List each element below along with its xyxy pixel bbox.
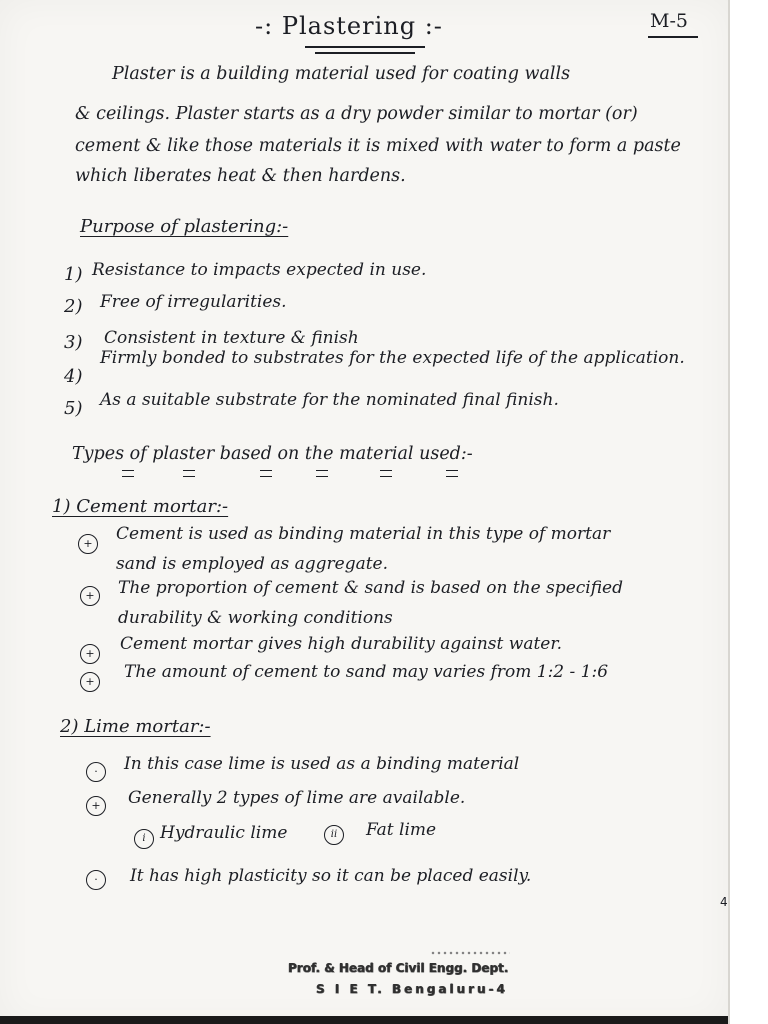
- roman-marker-icon: ii: [324, 825, 344, 845]
- lime-heading: 2) Lime mortar:-: [60, 716, 211, 737]
- lime-type-1: Hydraulic lime: [160, 823, 288, 843]
- plus-bullet-icon: +: [80, 672, 100, 692]
- types-heading: Types of plaster based on the material used:-: [72, 444, 473, 464]
- double-underline-mark: [316, 470, 328, 477]
- cement-heading: 1) Cement mortar:-: [52, 496, 229, 517]
- purpose-item-1: Resistance to impacts expected in use.: [92, 260, 427, 280]
- plus-bullet-icon: +: [80, 644, 100, 664]
- title-underline: [305, 46, 425, 48]
- page-title: -: Plastering :-: [255, 12, 443, 40]
- plus-bullet-icon: +: [86, 796, 106, 816]
- stamp-ink-speckle: [430, 950, 510, 956]
- purpose-num-2: 2): [64, 296, 83, 317]
- cement-point-4: The amount of cement to sand may varies from 1:2 - 1:6: [124, 662, 609, 682]
- plus-bullet-icon: +: [80, 586, 100, 606]
- purpose-num-4: 4): [64, 366, 83, 387]
- double-underline-mark: [260, 470, 272, 477]
- lime-point-1: In this case lime is used as a binding material: [124, 754, 520, 774]
- purpose-item-5: As a suitable substrate for the nominated final finish.: [100, 390, 559, 410]
- page-margin: [730, 0, 768, 1024]
- dot-bullet-icon: ·: [86, 870, 106, 890]
- cement-point-3: Cement mortar gives high durability against water.: [120, 634, 563, 654]
- cement-point-2-line-2: durability & working conditions: [118, 608, 393, 628]
- double-underline-mark: [122, 470, 134, 477]
- intro-line-4: which liberates heat & then hardens.: [75, 166, 406, 186]
- page-number: 4: [720, 895, 728, 909]
- stamp-line-1: Prof. & Head of Civil Engg. Dept.: [288, 961, 509, 975]
- page-bottom-edge: [0, 1016, 728, 1024]
- purpose-heading: Purpose of plastering:-: [80, 216, 289, 237]
- code-underline: [648, 36, 698, 38]
- purpose-num-3: 3): [64, 332, 83, 353]
- lime-type-2: Fat lime: [366, 820, 437, 840]
- cement-point-1-line-2: sand is employed as aggregate.: [116, 554, 389, 574]
- intro-line-1: Plaster is a building material used for coating walls: [112, 64, 571, 84]
- cement-point-2-line-1: The proportion of cement & sand is based on the specified: [118, 578, 623, 598]
- lime-point-3: It has high plasticity so it can be placed easily.: [130, 866, 532, 886]
- dot-bullet-icon: ·: [86, 762, 106, 782]
- purpose-item-2: Free of irregularities.: [100, 292, 287, 312]
- roman-marker-icon: i: [134, 829, 154, 849]
- page-code: M-5: [650, 10, 688, 32]
- title-underline-2: [315, 52, 415, 54]
- purpose-item-3: Consistent in texture & finish: [104, 328, 359, 348]
- plus-bullet-icon: +: [78, 534, 98, 554]
- lime-point-2: Generally 2 types of lime are available.: [128, 788, 466, 808]
- double-underline-mark: [380, 470, 392, 477]
- stamp-line-2: S I E T. Bengaluru-4: [316, 982, 508, 996]
- intro-line-3: cement & like those materials it is mixed with water to form a paste: [75, 136, 681, 156]
- intro-line-2: & ceilings. Plaster starts as a dry powder similar to mortar (or): [75, 104, 638, 124]
- purpose-num-1: 1): [64, 264, 83, 285]
- double-underline-mark: [446, 470, 458, 477]
- purpose-item-4: Firmly bonded to substrates for the expected life of the application.: [100, 348, 685, 368]
- double-underline-mark: [183, 470, 195, 477]
- purpose-num-5: 5): [64, 398, 83, 419]
- cement-point-1-line-1: Cement is used as binding material in this type of mortar: [116, 524, 611, 544]
